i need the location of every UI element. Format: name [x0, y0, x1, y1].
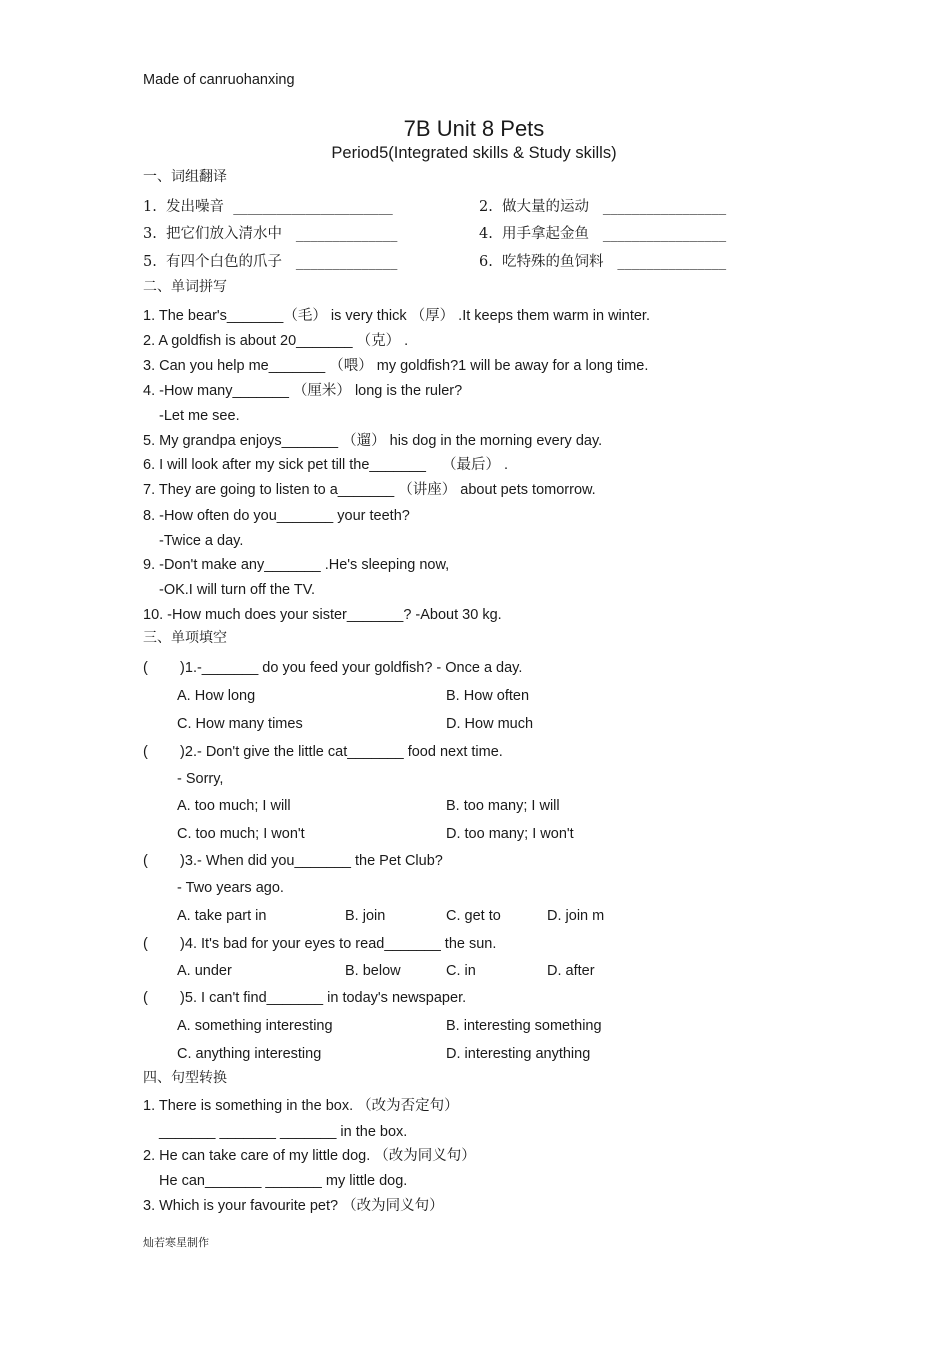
mc-option: A. too much; I will: [177, 798, 291, 814]
mc-option: A. under: [177, 963, 232, 979]
mc-question-2-reply: - Sorry,: [177, 771, 224, 787]
mc-option: A. How long: [177, 688, 256, 704]
mc-question-3: ( )3.- When did you_______ the Pet Club?: [143, 853, 443, 869]
spelling-line: 3. Can you help me_______ （喂） my goldfish?1 will be away for a long time.: [143, 358, 649, 374]
mc-question-5: ( )5. I can't find_______ in today's newspaper.: [143, 990, 467, 1006]
mc-option: C. too much; I won't: [177, 826, 305, 842]
mc-option: B. join: [345, 908, 386, 924]
section4-heading: 四、句型转换: [143, 1070, 227, 1086]
mc-option: B. below: [345, 963, 401, 979]
phrase-item: 4. 用手拿起金鱼 _________________: [479, 226, 727, 242]
mc-option: D. too many; I won't: [446, 826, 574, 842]
mc-option: C. anything interesting: [177, 1046, 322, 1062]
spelling-line: 7. They are going to listen to a_______ （讲座） about pets tomorrow.: [143, 482, 596, 498]
mc-option: B. interesting something: [446, 1018, 602, 1034]
spelling-line: 5. My grandpa enjoys_______ （遛） his dog in the morning every day.: [143, 433, 603, 449]
mc-option: D. interesting anything: [446, 1046, 591, 1062]
spelling-line: -Twice a day.: [159, 533, 244, 549]
transform-line: _______ _______ _______ in the box.: [159, 1124, 408, 1140]
section2-heading: 二、单词拼写: [143, 279, 227, 295]
phrase-item: 1. 发出噪音 ______________________: [143, 199, 393, 215]
mc-option: B. How often: [446, 688, 530, 704]
transform-line: 1. There is something in the box. （改为否定句）: [143, 1098, 459, 1114]
spelling-line: 8. -How often do you_______ your teeth?: [143, 508, 410, 524]
spelling-line: 2. A goldfish is about 20_______ （克） .: [143, 333, 409, 349]
transform-line: 3. Which is your favourite pet? （改为同义句）: [143, 1198, 444, 1214]
spelling-line: 6. I will look after my sick pet till the_______ （最后） .: [143, 457, 509, 473]
page-subtitle: Period5(Integrated skills & Study skills): [331, 144, 617, 162]
section3-heading: 三、单项填空: [143, 630, 227, 646]
mc-option: A. take part in: [177, 908, 267, 924]
mc-option: D. join m: [547, 908, 605, 924]
phrase-item: 5. 有四个白色的爪子 ______________: [143, 254, 398, 270]
spelling-line: 1. The bear's_______（毛） is very thick （厚） .It keeps them warm in winter.: [143, 308, 650, 324]
mc-question-2: ( )2.- Don't give the little cat_______ food next time.: [143, 744, 503, 760]
mc-option: C. in: [446, 963, 476, 979]
phrase-item: 2. 做大量的运动 _________________: [479, 199, 727, 215]
transform-line: 2. He can take care of my little dog. （改为同义句）: [143, 1148, 476, 1164]
section1-heading: 一、词组翻译: [143, 169, 227, 185]
mc-option: A. something interesting: [177, 1018, 333, 1034]
mc-question-1: ( )1.-_______ do you feed your goldfish? - Once a day.: [143, 660, 523, 676]
mc-question-4: ( )4. It's bad for your eyes to read_______ the sun.: [143, 936, 497, 952]
mc-option: C. How many times: [177, 716, 303, 732]
mc-option: C. get to: [446, 908, 501, 924]
page-header: Made of canruohanxing: [143, 72, 295, 88]
spelling-line: 4. -How many_______ （厘米） long is the ruler?: [143, 383, 463, 399]
mc-option: D. after: [547, 963, 595, 979]
spelling-line: 9. -Don't make any_______ .He's sleeping now,: [143, 557, 450, 573]
mc-option: D. How much: [446, 716, 534, 732]
phrase-item: 3. 把它们放入清水中 ______________: [143, 226, 398, 242]
spelling-line: 10. -How much does your sister_______? -About 30 kg.: [143, 607, 502, 623]
mc-question-3-reply: - Two years ago.: [177, 880, 284, 896]
page-footer: 灿若寒星制作: [143, 1236, 209, 1249]
transform-line: He can_______ _______ my little dog.: [159, 1173, 408, 1189]
spelling-line: -OK.I will turn off the TV.: [159, 582, 316, 598]
page-title: 7B Unit 8 Pets: [403, 116, 545, 141]
phrase-item: 6. 吃特殊的鱼饲料 _______________: [479, 254, 727, 270]
mc-option: B. too many; I will: [446, 798, 560, 814]
spelling-line: -Let me see.: [159, 408, 240, 424]
